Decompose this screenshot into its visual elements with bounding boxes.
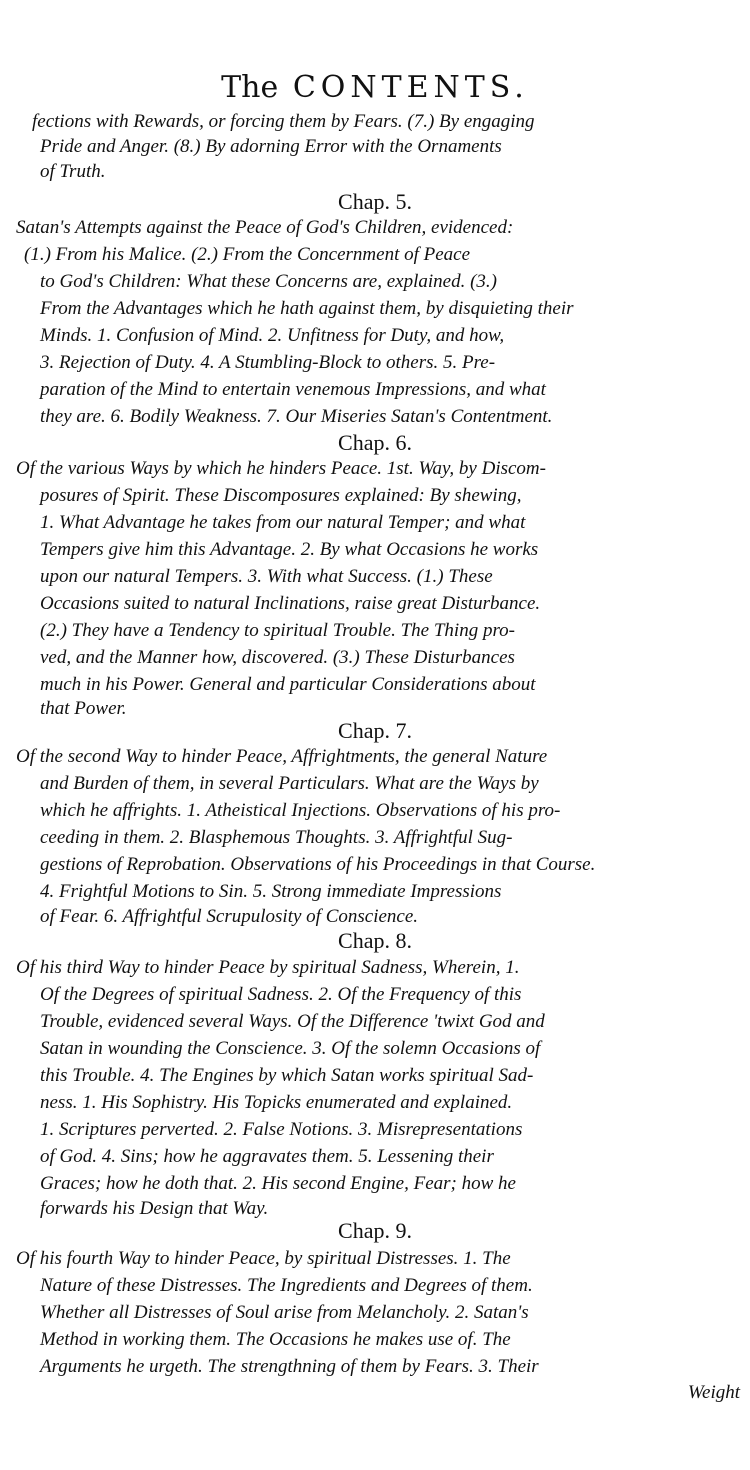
text-line: Of the various Ways by which he hinders Peace. 1st. Way, by Discom- bbox=[16, 458, 546, 479]
text-line: Of his fourth Way to hinder Peace, by spiritual Distresses. 1. The bbox=[16, 1248, 511, 1269]
text-line: (1.) From his Malice. (2.) From the Concernment of Peace bbox=[24, 244, 471, 265]
text-line: ved, and the Manner how, discovered. (3.) These Disturbances bbox=[40, 647, 515, 668]
text-line: Trouble, evidenced several Ways. Of the Difference 'twixt God and bbox=[40, 1011, 545, 1032]
text-line: Of his third Way to hinder Peace by spiritual Sadness, Wherein, 1. bbox=[16, 957, 520, 978]
text-line: this Trouble. 4. The Engines by which Satan works spiritual Sad- bbox=[40, 1065, 534, 1086]
text-line: paration of the Mind to entertain venemous Impressions, and what bbox=[40, 379, 546, 400]
text-line: ness. 1. His Sophistry. His Topicks enumerated and explained. bbox=[40, 1092, 513, 1113]
text-line: Arguments he urgeth. The strengthning of them by Fears. 3. Their bbox=[40, 1356, 539, 1377]
chapter-heading: Chap. 6. bbox=[338, 430, 412, 455]
text-line: which he affrights. 1. Atheistical Injections. Observations of his pro- bbox=[40, 800, 561, 821]
text-line: Of the second Way to hinder Peace, Affrightments, the general Nature bbox=[16, 746, 548, 767]
running-head-title: CONTENTS. bbox=[292, 70, 529, 105]
text-line: Of the Degrees of spiritual Sadness. 2. Of the Frequency of this bbox=[40, 984, 522, 1005]
catchword: Weight bbox=[687, 1382, 740, 1403]
text-line: Pride and Anger. (8.) By adorning Error with the Ornaments bbox=[40, 136, 502, 157]
text-line: to God's Children: What these Concerns are, explained. (3.) bbox=[40, 271, 497, 292]
running-head-the: The bbox=[221, 70, 279, 105]
chapter-heading: Chap. 7. bbox=[338, 718, 412, 743]
text-line: much in his Power. General and particular Considerations about bbox=[40, 674, 536, 695]
text-line: Tempers give him this Advantage. 2. By what Occasions he works bbox=[40, 539, 539, 560]
text-line: Method in working them. The Occasions he makes use of. The bbox=[40, 1329, 511, 1350]
chapter-heading: Chap. 8. bbox=[338, 928, 412, 953]
chapter-heading: Chap. 5. bbox=[338, 189, 412, 214]
text-line: Minds. 1. Confusion of Mind. 2. Unfitness for Duty, and how, bbox=[40, 325, 505, 346]
text-line: gestions of Reprobation. Observations of his Proceedings in that Course. bbox=[40, 854, 596, 875]
text-line: upon our natural Tempers. 3. With what Success. (1.) These bbox=[40, 566, 493, 587]
text-line: Occasions suited to natural Inclinations, raise great Disturbance. bbox=[40, 593, 541, 614]
text-line: Whether all Distresses of Soul arise from Melancholy. 2. Satan's bbox=[40, 1302, 529, 1323]
text-line: forwards his Design that Way. bbox=[40, 1198, 269, 1219]
text-line: Satan in wounding the Conscience. 3. Of the solemn Occasions of bbox=[40, 1038, 541, 1059]
text-line: ceeding in them. 2. Blasphemous Thoughts. 3. Affrightful Sug- bbox=[40, 827, 513, 848]
text-line: Graces; how he doth that. 2. His second Engine, Fear; how he bbox=[40, 1173, 516, 1194]
text-line: 3. Rejection of Duty. 4. A Stumbling-Block to others. 5. Pre- bbox=[40, 352, 496, 373]
text-line: posures of Spirit. These Discomposures explained: By shewing, bbox=[40, 485, 522, 506]
text-line: From the Advantages which he hath against them, by disquieting their bbox=[40, 298, 574, 319]
text-line: 1. Scriptures perverted. 2. False Notions. 3. Misrepresentations bbox=[40, 1119, 523, 1140]
text-line: Satan's Attempts against the Peace of God's Children, evidenced: bbox=[16, 217, 514, 238]
text-line: and Burden of them, in several Particulars. What are the Ways by bbox=[40, 773, 539, 794]
text-line: Nature of these Distresses. The Ingredients and Degrees of them. bbox=[40, 1275, 533, 1296]
running-head bbox=[0, 70, 750, 105]
text-line: that Power. bbox=[40, 698, 127, 719]
text-line: 1. What Advantage he takes from our natural Temper; and what bbox=[40, 512, 526, 533]
text-line: they are. 6. Bodily Weakness. 7. Our Miseries Satan's Contentment. bbox=[40, 406, 553, 427]
text-line: of Fear. 6. Affrightful Scrupulosity of Conscience. bbox=[40, 906, 419, 927]
text-line: of Truth. bbox=[40, 161, 106, 182]
text-line: 4. Frightful Motions to Sin. 5. Strong immediate Impressions bbox=[40, 881, 502, 902]
text-line: fections with Rewards, or forcing them by Fears. (7.) By engaging bbox=[32, 111, 535, 132]
chapter-heading: Chap. 9. bbox=[338, 1218, 412, 1243]
text-line: of God. 4. Sins; how he aggravates them. 5. Lessening their bbox=[40, 1146, 494, 1167]
text-line: (2.) They have a Tendency to spiritual Trouble. The Thing pro- bbox=[40, 620, 515, 641]
